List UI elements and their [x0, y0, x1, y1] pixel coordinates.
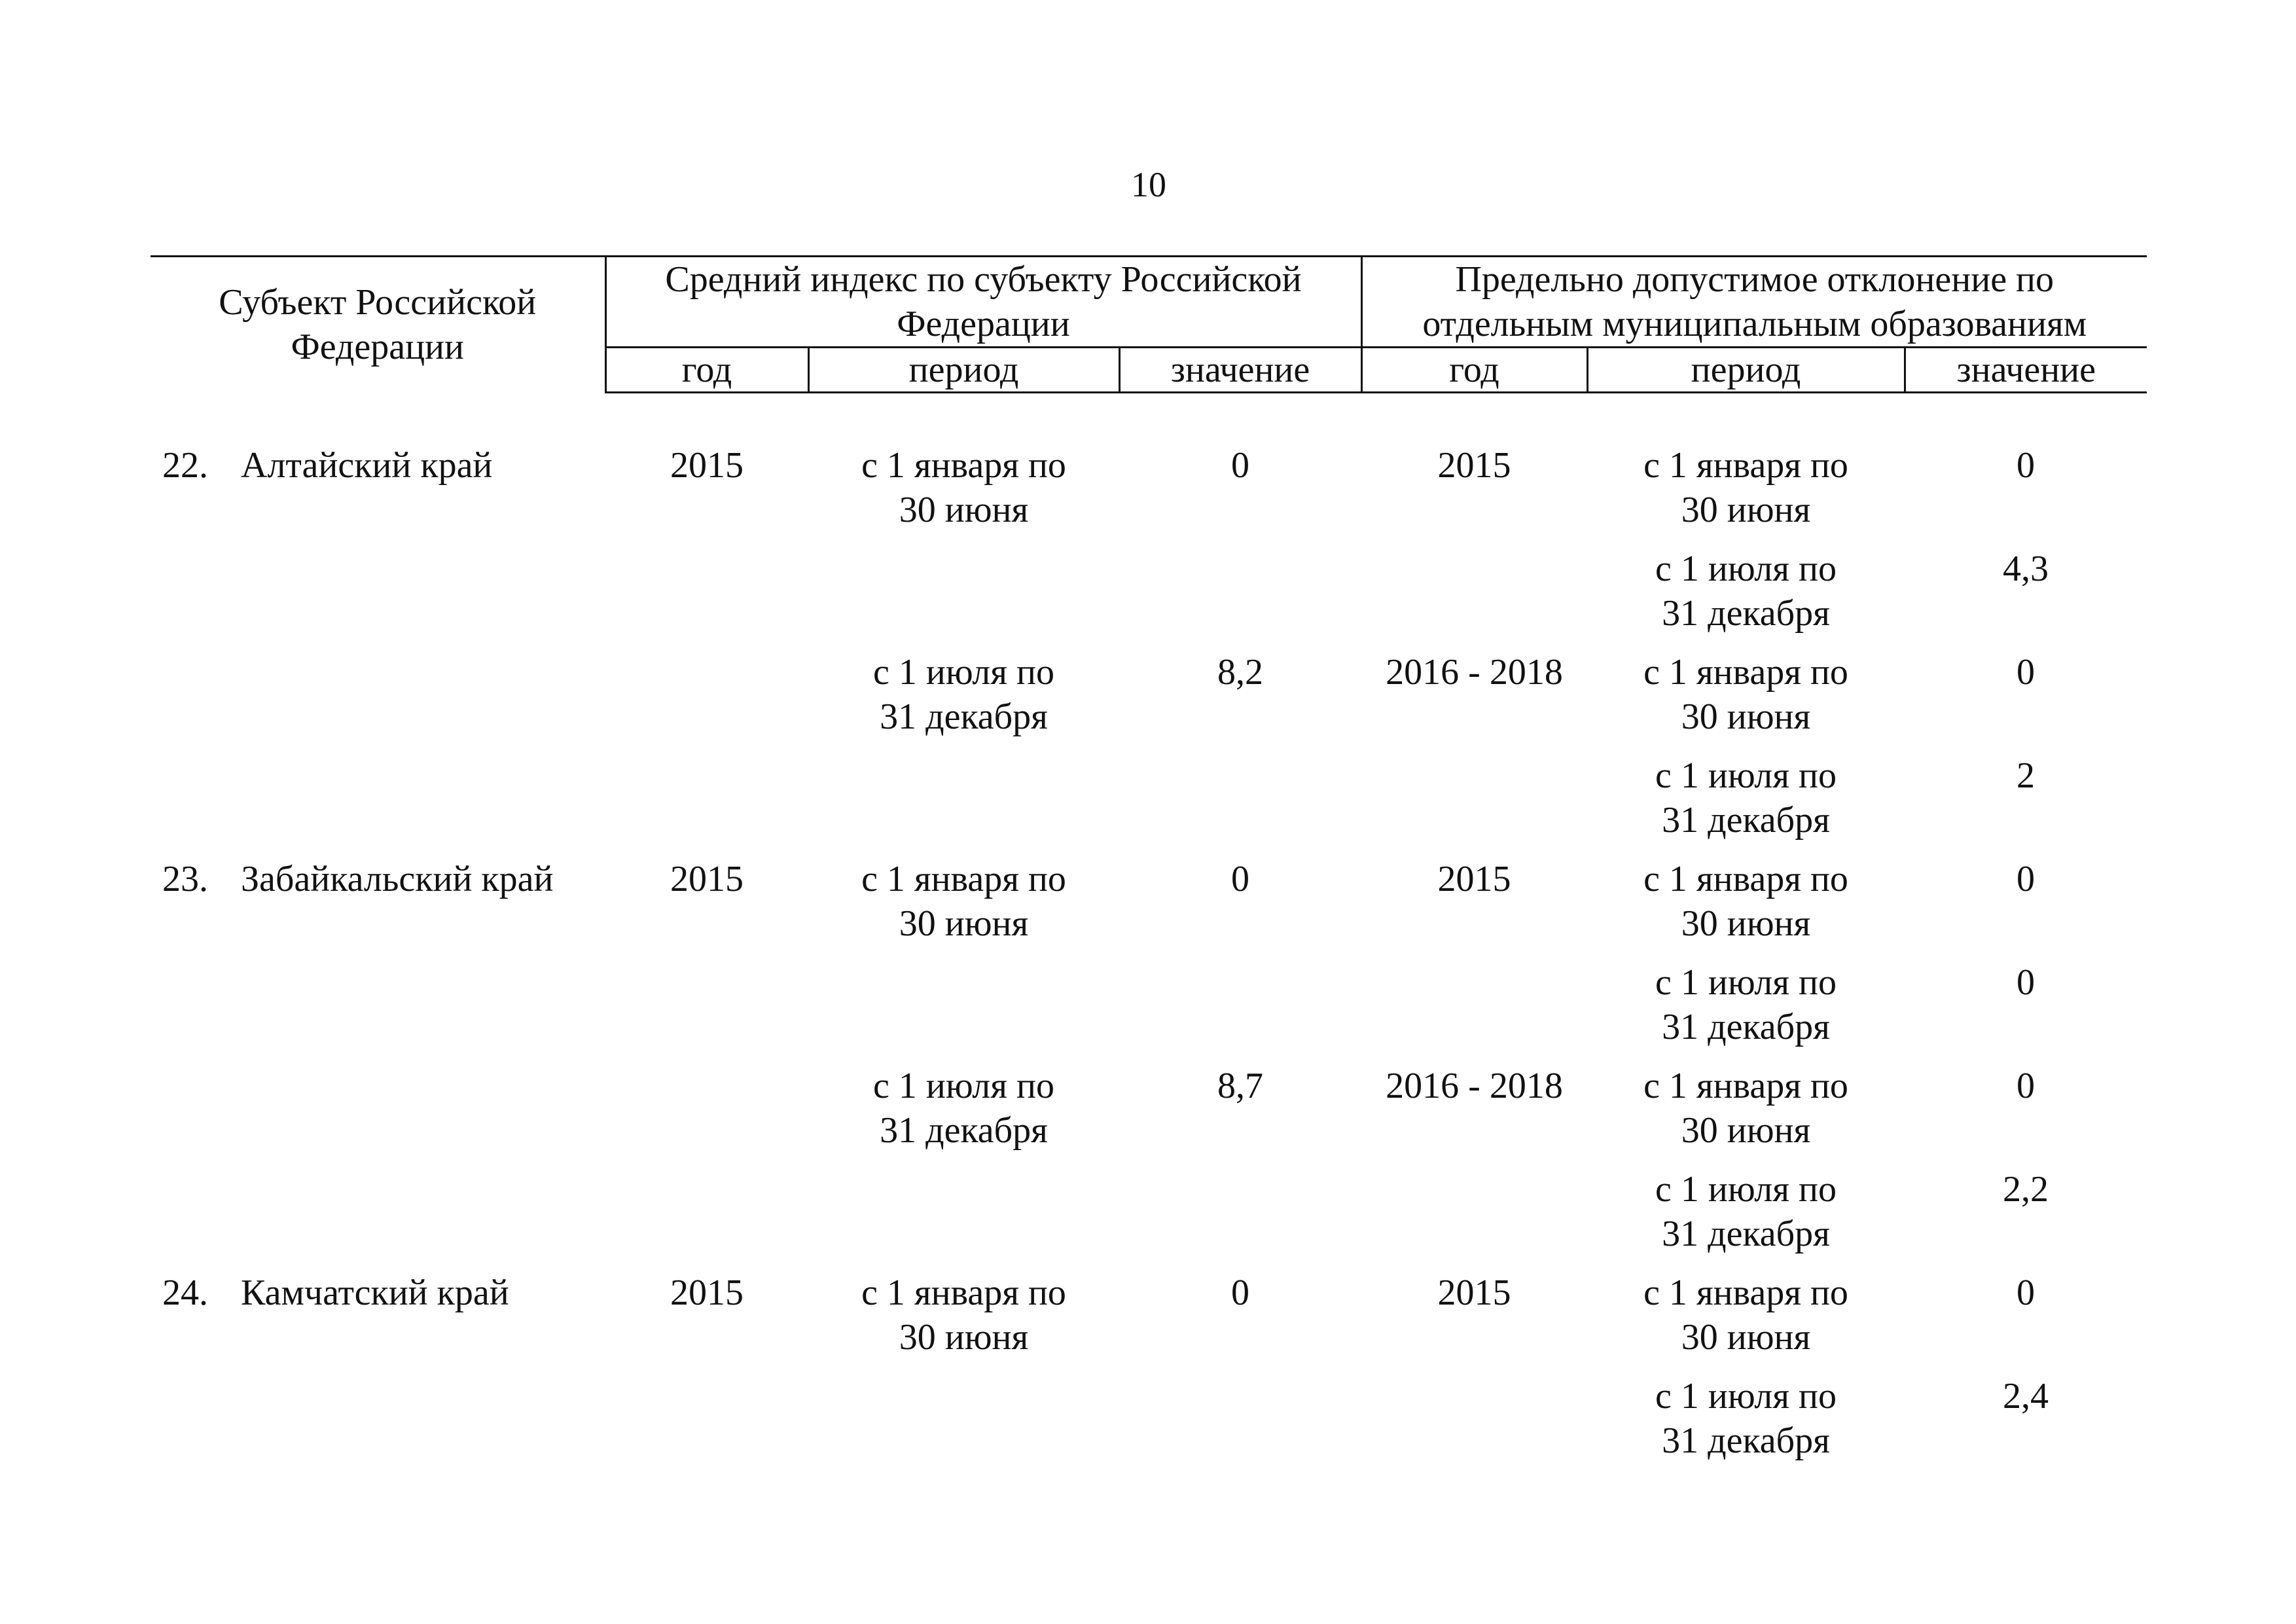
subject-name: Камчатский край — [241, 1272, 509, 1313]
dev-year-cell — [1361, 960, 1587, 1064]
table-row — [151, 547, 2147, 650]
subject-cell — [151, 547, 605, 650]
dev-value-cell: 2 — [2017, 755, 2035, 796]
dev-period-cell: с 1 января по 30 июня — [1643, 652, 1848, 737]
dev-value-cell: 0 — [2017, 1272, 2035, 1313]
dev-year-cell — [1361, 1167, 1587, 1271]
dev-period-cell: с 1 июля по 31 декабря — [1655, 755, 1837, 840]
table-row — [151, 753, 2147, 857]
table-body — [151, 393, 2147, 1478]
subject-name: Забайкальский край — [241, 859, 554, 899]
table-header — [151, 257, 2147, 393]
avg-year-cell — [605, 1064, 808, 1167]
avg-value-cell — [1119, 1167, 1361, 1271]
dev-period-cell: с 1 января по 30 июня — [1643, 1272, 1848, 1358]
dev-year-cell — [1361, 1374, 1587, 1477]
dev-year-cell: 2015 — [1437, 445, 1511, 486]
max-deviation-group-header: Предельно допустимое отклонение по отдельным муниципальным образованиям — [1361, 257, 2147, 348]
avg-year-cell — [605, 1374, 808, 1477]
avg-value-cell: 8,2 — [1217, 652, 1263, 693]
avg-year-cell — [605, 960, 808, 1064]
subject-cell — [151, 1374, 605, 1477]
header-spacer — [151, 393, 2147, 444]
subject-cell — [151, 1271, 605, 1374]
dev-period-cell: с 1 июля по 31 декабря — [1655, 962, 1837, 1047]
avg-value-cell: 8,7 — [1217, 1066, 1263, 1106]
avg-period-cell — [808, 960, 1119, 1064]
avg-period-cell: с 1 июля по 31 декабря — [873, 1066, 1054, 1151]
subject-cell — [151, 857, 605, 960]
average-index-group-header: Средний индекс по субъекту Российской Федерации — [605, 257, 1361, 348]
dev-period-cell: с 1 июля по 31 декабря — [1655, 549, 1837, 634]
avg-year-cell: 2015 — [670, 445, 744, 486]
page-number: 10 — [1131, 165, 1166, 204]
subject-cell — [151, 443, 605, 547]
dev-period-header: период — [1587, 348, 1905, 393]
dev-value-cell: 0 — [2017, 1066, 2035, 1106]
table-row — [151, 1064, 2147, 1167]
avg-year-cell — [605, 650, 808, 753]
avg-value-cell: 0 — [1231, 1272, 1249, 1313]
avg-value-header: значение — [1119, 348, 1361, 393]
row-number: 24. — [162, 1272, 208, 1313]
dev-year-cell: 2015 — [1437, 1272, 1511, 1313]
avg-period-header: период — [808, 348, 1119, 393]
dev-period-cell: с 1 января по 30 июня — [1643, 445, 1848, 530]
subject-column-header: Субъект Российской Федерации — [151, 257, 605, 393]
avg-period-cell: с 1 января по 30 июня — [861, 1272, 1066, 1358]
avg-value-cell — [1119, 753, 1361, 857]
subject-cell — [151, 1064, 605, 1167]
dev-value-cell: 0 — [2017, 859, 2035, 899]
avg-value-cell: 0 — [1231, 859, 1249, 899]
dev-year-cell — [1361, 753, 1587, 857]
avg-period-cell: с 1 января по 30 июня — [861, 445, 1066, 530]
row-number: 23. — [162, 859, 208, 899]
avg-period-cell: с 1 января по 30 июня — [861, 859, 1066, 944]
avg-year-cell — [605, 753, 808, 857]
dev-period-cell: с 1 июля по 31 декабря — [1655, 1376, 1837, 1461]
table-row — [151, 960, 2147, 1064]
avg-value-cell: 0 — [1231, 445, 1249, 486]
dev-year-header: год — [1361, 348, 1587, 393]
avg-year-header: год — [605, 348, 808, 393]
avg-period-cell — [808, 753, 1119, 857]
dev-period-cell: с 1 января по 30 июня — [1643, 859, 1848, 944]
subject-cell — [151, 960, 605, 1064]
dev-year-cell: 2015 — [1437, 859, 1511, 899]
avg-value-cell — [1119, 1374, 1361, 1477]
dev-period-cell: с 1 января по 30 июня — [1643, 1066, 1848, 1151]
dev-value-cell: 2,2 — [2003, 1169, 2049, 1210]
avg-period-cell — [808, 1167, 1119, 1271]
dev-value-cell: 4,3 — [2003, 549, 2049, 589]
avg-value-cell — [1119, 960, 1361, 1064]
dev-year-cell: 2016 - 2018 — [1386, 652, 1563, 693]
dev-period-cell: с 1 июля по 31 декабря — [1655, 1169, 1837, 1254]
subject-name: Алтайский край — [241, 445, 493, 486]
subject-cell — [151, 1167, 605, 1271]
dev-value-cell: 0 — [2017, 652, 2035, 693]
row-number: 22. — [162, 445, 208, 486]
dev-value-cell: 0 — [2017, 445, 2035, 486]
dev-year-cell — [1361, 547, 1587, 650]
subject-cell — [151, 753, 605, 857]
avg-year-cell — [605, 1167, 808, 1271]
avg-year-cell — [605, 547, 808, 650]
table-row — [151, 857, 2147, 960]
table-row — [151, 1374, 2147, 1477]
dev-year-cell: 2016 - 2018 — [1386, 1066, 1563, 1106]
dev-value-cell: 2,4 — [2003, 1376, 2049, 1416]
dev-value-cell: 0 — [2017, 962, 2035, 1003]
avg-year-cell: 2015 — [670, 1272, 744, 1313]
table-row — [151, 1167, 2147, 1271]
subject-cell — [151, 650, 605, 753]
table-row — [151, 1271, 2147, 1374]
dev-value-header: значение — [1905, 348, 2147, 393]
table-row — [151, 443, 2147, 547]
avg-value-cell — [1119, 547, 1361, 650]
table-row — [151, 650, 2147, 753]
avg-period-cell: с 1 июля по 31 декабря — [873, 652, 1054, 737]
avg-period-cell — [808, 1374, 1119, 1477]
avg-period-cell — [808, 547, 1119, 650]
regions-table — [151, 255, 2147, 1477]
avg-year-cell: 2015 — [670, 859, 744, 899]
